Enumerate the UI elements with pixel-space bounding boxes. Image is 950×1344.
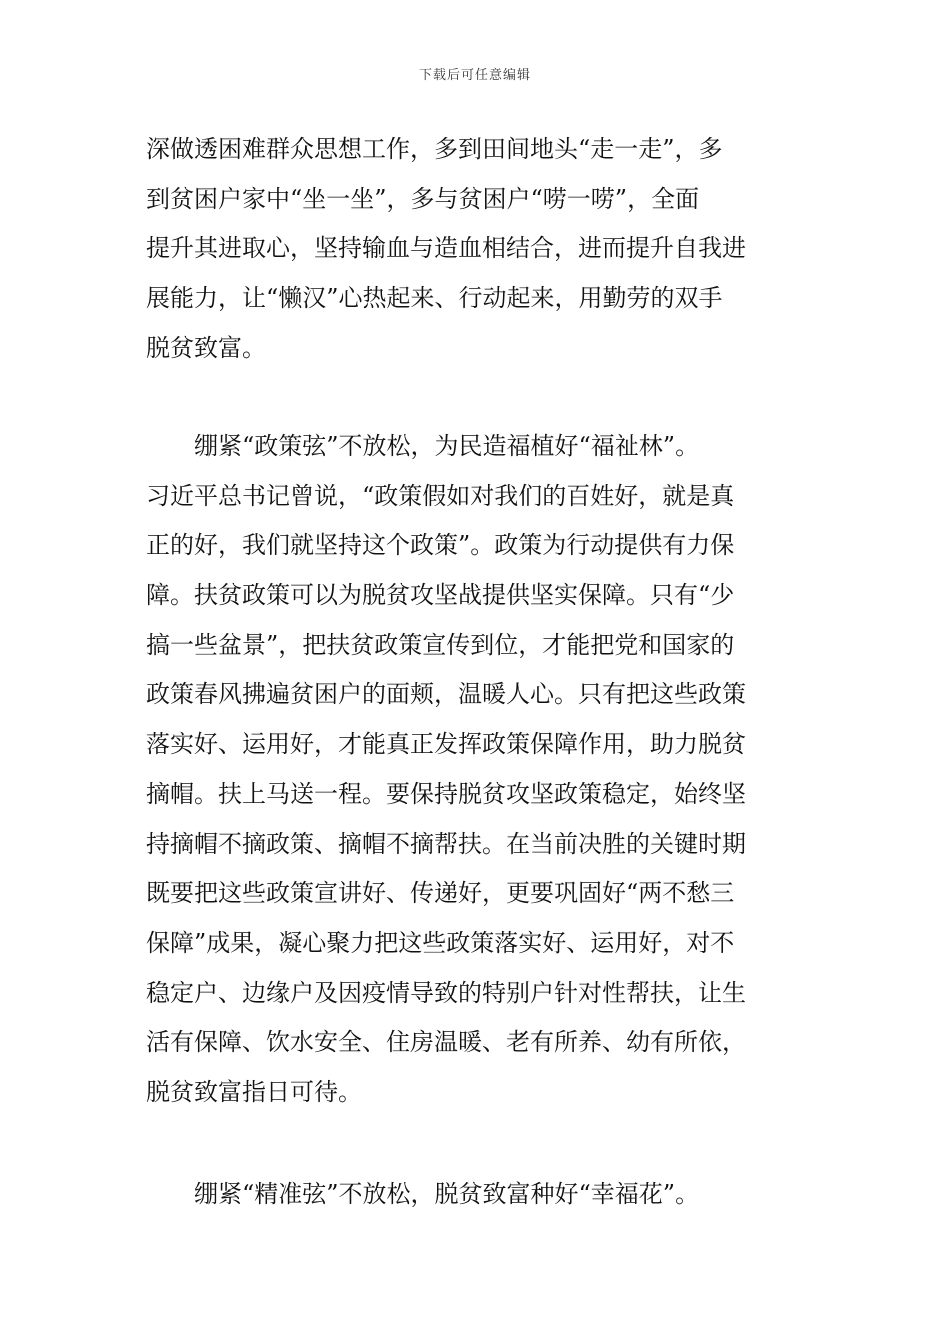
text-line: 提升其进取心，坚持输血与造血相结合，进而提升自我进	[146, 234, 746, 263]
text-line: 绷紧“政策弦”不放松，为民造福植好“福祉林”。	[194, 432, 700, 460]
text-line: 展能力，让“懒汉”心热起来、行动起来，用勤劳的双手	[146, 284, 723, 313]
paragraph-3	[146, 1170, 806, 1220]
text-line: 障。扶贫政策可以为脱贫攻坚战提供坚实保障。只有“少	[146, 581, 735, 610]
text-line: 搞一些盆景”，把扶贫政策宣传到位，才能把党和国家的	[146, 630, 735, 659]
text-line: 持摘帽不摘政策、摘帽不摘帮扶。在当前决胜的关键时期	[146, 829, 746, 858]
text-line: 深做透困难群众思想工作，多到田间地头“走一走”，多	[146, 135, 723, 163]
text-line: 正的好，我们就坚持这个政策”。政策为行动提供有力保	[146, 531, 735, 560]
text-line: 到贫困户家中“坐一坐”，多与贫困户“唠一唠”，全面	[146, 184, 700, 213]
text-line: 绷紧“精准弦”不放松，脱贫致富种好“幸福花”。	[194, 1180, 700, 1208]
paragraph-1	[146, 125, 806, 373]
text-line: 政策春风拂遍贫困户的面颊，温暖人心。只有把这些政策	[146, 680, 746, 709]
text-line: 既要把这些政策宣讲好、传递好，更要巩固好“两不愁三	[146, 879, 735, 908]
text-line: 稳定户、边缘户及因疫情导致的特别户针对性帮扶，让生	[146, 978, 746, 1007]
text-line: 保障”成果，凝心聚力把这些政策落实好、运用好，对不	[146, 928, 735, 957]
page-header: 下载后可任意编辑	[418, 68, 531, 83]
text-line: 落实好、运用好，才能真正发挥政策保障作用，助力脱贫	[146, 730, 746, 759]
paragraph-2	[146, 422, 806, 1118]
text-line: 活有保障、饮水安全、住房温暖、老有所养、幼有所依，	[146, 1028, 746, 1057]
text-line: 脱贫致富指日可待。	[146, 1077, 362, 1106]
text-line: 脱贫致富。	[146, 333, 266, 362]
text-line: 摘帽。扶上马送一程。要保持脱贫攻坚政策稳定，始终坚	[146, 779, 746, 808]
text-line: 习近平总书记曾说，“政策假如对我们的百姓好，就是真	[146, 481, 735, 510]
